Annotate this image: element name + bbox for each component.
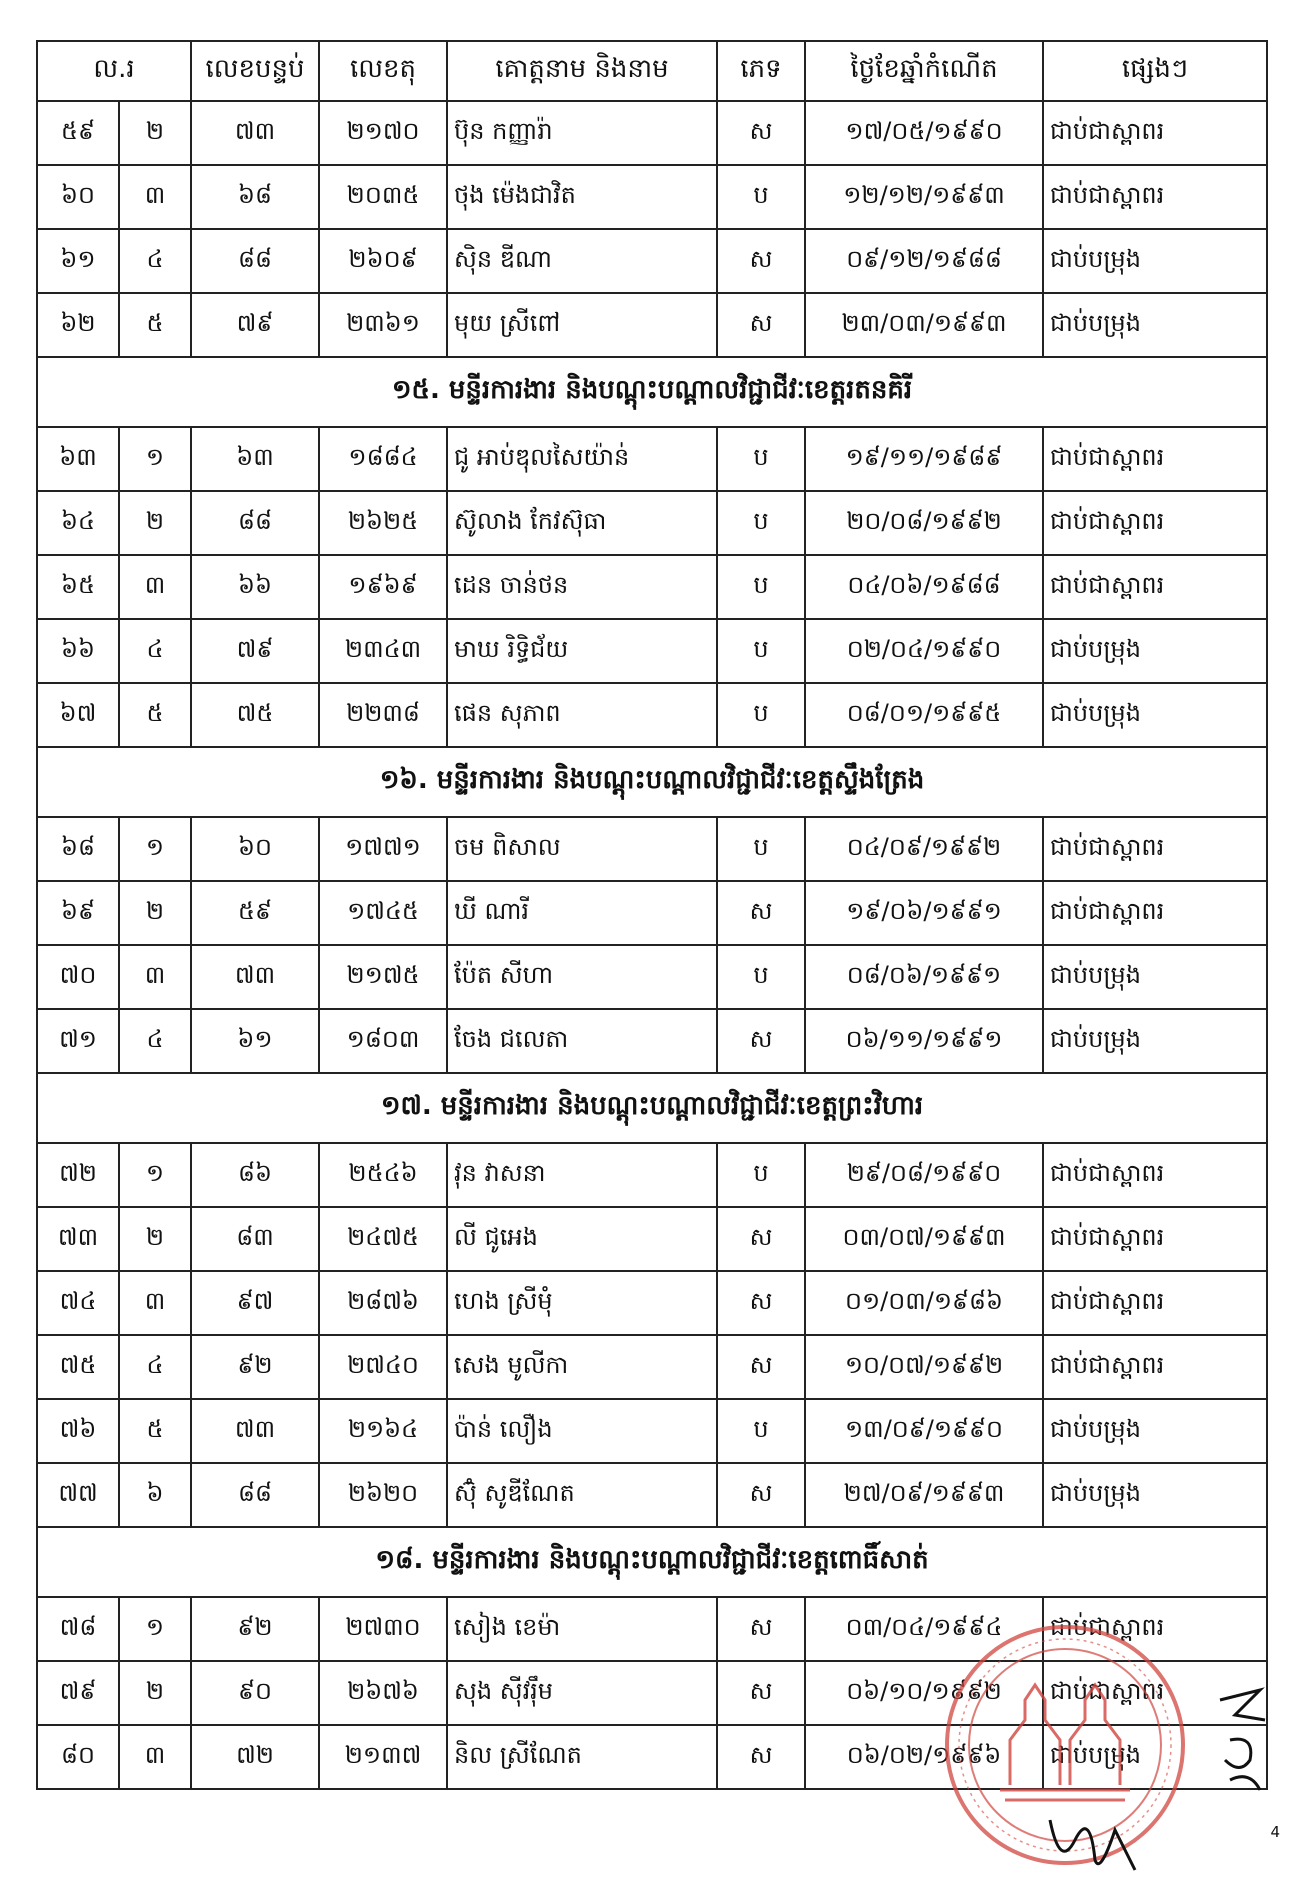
table-row	[37, 1399, 1267, 1463]
cell-name: ហេង ស្រីមុំ	[447, 1271, 717, 1335]
cell-no: ៦២	[37, 293, 119, 357]
cell-other: ជាប់បម្រុង	[1043, 619, 1267, 683]
cell-desk: ២៧៣០	[319, 1597, 447, 1661]
section-header-row	[37, 357, 1267, 427]
cell-name: សេង មូលីកា	[447, 1335, 717, 1399]
cell-dob: ១២/១២/១៩៩៣	[805, 165, 1043, 229]
cell-name: ប៉ែត សីហា	[447, 945, 717, 1009]
cell-other: ជាប់ជាស្ពាពរ	[1043, 165, 1267, 229]
cell-name: ផេន សុភាព	[447, 683, 717, 747]
cell-dob: ០៤/០៦/១៩៨៨	[805, 555, 1043, 619]
cell-sex: ប	[717, 817, 805, 881]
cell-dob: ០២/០៤/១៩៩០	[805, 619, 1043, 683]
header-no: ល.រ	[37, 41, 191, 101]
table-row	[37, 293, 1267, 357]
cell-desk: ២០៣៥	[319, 165, 447, 229]
cell-no: ៦៥	[37, 555, 119, 619]
cell-sub-no: ១	[119, 817, 191, 881]
table-row	[37, 1463, 1267, 1527]
cell-desk: ១៧៧១	[319, 817, 447, 881]
cell-name: ថុង ម៉េងជាវិត	[447, 165, 717, 229]
cell-no: ៦៨	[37, 817, 119, 881]
cell-sex: ប	[717, 945, 805, 1009]
cell-sex: ស	[717, 1725, 805, 1789]
cell-no: ៧៤	[37, 1271, 119, 1335]
cell-sub-no: ១	[119, 1143, 191, 1207]
cell-name: មុយ ស្រីពៅ	[447, 293, 717, 357]
cell-other: ជាប់ជាស្ពាពរ	[1043, 1207, 1267, 1271]
table-row	[37, 683, 1267, 747]
cell-dob: ២៩/០៨/១៩៩០	[805, 1143, 1043, 1207]
cell-dob: ០៣/០៤/១៩៩៤	[805, 1597, 1043, 1661]
cell-dob: ១៧/០៥/១៩៩០	[805, 101, 1043, 165]
cell-name: និល ស្រីណែត	[447, 1725, 717, 1789]
cell-sub-no: ៤	[119, 1009, 191, 1073]
cell-other: ជាប់ជាស្ពាពរ	[1043, 817, 1267, 881]
cell-no: ៦០	[37, 165, 119, 229]
cell-desk: ២៣៤៣	[319, 619, 447, 683]
cell-name: ឃី ណារី	[447, 881, 717, 945]
cell-dob: ១៩/១១/១៩៨៩	[805, 427, 1043, 491]
cell-desk: ២១៧០	[319, 101, 447, 165]
cell-sex: ស	[717, 229, 805, 293]
cell-no: ៧៩	[37, 1661, 119, 1725]
header-row	[37, 41, 1267, 101]
cell-dob: ២៧/០៩/១៩៩៣	[805, 1463, 1043, 1527]
cell-room: ៩២	[191, 1335, 319, 1399]
table-row	[37, 101, 1267, 165]
cell-name: ប៊ុន កញ្ញារ៉ា	[447, 101, 717, 165]
cell-desk: ១៨០៣	[319, 1009, 447, 1073]
cell-room: ៧៩	[191, 619, 319, 683]
cell-sex: ប	[717, 491, 805, 555]
cell-name: ចែង ជលេតា	[447, 1009, 717, 1073]
cell-desk: ២១៣៧	[319, 1725, 447, 1789]
cell-room: ៦៨	[191, 165, 319, 229]
cell-name: ជូ អាប់ឌុលសៃយ៉ាន់	[447, 427, 717, 491]
cell-room: ៩០	[191, 1661, 319, 1725]
cell-dob: ០៨/០១/១៩៩៥	[805, 683, 1043, 747]
cell-sex: ស	[717, 1271, 805, 1335]
table-row	[37, 1143, 1267, 1207]
cell-room: ៧៣	[191, 1399, 319, 1463]
cell-dob: ០៩/១២/១៩៨៨	[805, 229, 1043, 293]
cell-room: ៦៣	[191, 427, 319, 491]
cell-sub-no: ២	[119, 1207, 191, 1271]
cell-dob: ០៦/០២/១៩៩៦	[805, 1725, 1043, 1789]
cell-sub-no: ៥	[119, 1399, 191, 1463]
cell-room: ៨៦	[191, 1143, 319, 1207]
table-row	[37, 619, 1267, 683]
cell-no: ៧១	[37, 1009, 119, 1073]
cell-no: ៧៧	[37, 1463, 119, 1527]
cell-no: ៧០	[37, 945, 119, 1009]
cell-dob: ២៣/០៣/១៩៩៣	[805, 293, 1043, 357]
cell-sex: ប	[717, 683, 805, 747]
cell-other: ជាប់ជាស្ពាពរ	[1043, 555, 1267, 619]
cell-no: ៦៤	[37, 491, 119, 555]
cell-other: ជាប់ជាស្ពាពរ	[1043, 1271, 1267, 1335]
cell-room: ៥៩	[191, 881, 319, 945]
cell-room: ៧៣	[191, 101, 319, 165]
cell-no: ៦១	[37, 229, 119, 293]
section-title: ១៦. មន្ទីរការងារ និងបណ្តុះបណ្តាលវិជ្ជាជីវៈខេត្តស្ទឹងត្រែង	[37, 747, 1267, 817]
cell-name: ចម ពិសាល	[447, 817, 717, 881]
cell-other: ជាប់ជាស្ពាពរ	[1043, 1597, 1267, 1661]
cell-room: ៧៣	[191, 945, 319, 1009]
cell-sex: ប	[717, 165, 805, 229]
cell-room: ៩២	[191, 1597, 319, 1661]
header-name: គោត្តនាម និងនាម	[447, 41, 717, 101]
cell-other: ជាប់ជាស្ពាពរ	[1043, 1661, 1267, 1725]
cell-sub-no: ៦	[119, 1463, 191, 1527]
cell-sex: ប	[717, 1143, 805, 1207]
section-title: ១៥. មន្ទីរការងារ និងបណ្តុះបណ្តាលវិជ្ជាជីវៈខេត្តរតនគិរី	[37, 357, 1267, 427]
cell-desk: ២១៧៥	[319, 945, 447, 1009]
cell-other: ជាប់បម្រុង	[1043, 1463, 1267, 1527]
cell-room: ៩៧	[191, 1271, 319, 1335]
table-row	[37, 491, 1267, 555]
cell-sex: ស	[717, 1463, 805, 1527]
cell-sub-no: ៣	[119, 165, 191, 229]
cell-desk: ២៤៧៥	[319, 1207, 447, 1271]
cell-dob: ០១/០៣/១៩៨៦	[805, 1271, 1043, 1335]
table-row	[37, 1597, 1267, 1661]
cell-no: ៦៦	[37, 619, 119, 683]
cell-desk: ១៨៨៤	[319, 427, 447, 491]
table-row	[37, 1207, 1267, 1271]
cell-sex: ស	[717, 1207, 805, 1271]
cell-other: ជាប់បម្រុង	[1043, 229, 1267, 293]
cell-sex: ប	[717, 555, 805, 619]
cell-dob: ០៤/០៩/១៩៩២	[805, 817, 1043, 881]
table-row	[37, 945, 1267, 1009]
cell-desk: ២២៣៨	[319, 683, 447, 747]
cell-sub-no: ២	[119, 491, 191, 555]
cell-no: ៥៩	[37, 101, 119, 165]
cell-room: ៨៨	[191, 491, 319, 555]
cell-desk: ១៧៤៥	[319, 881, 447, 945]
cell-other: ជាប់បម្រុង	[1043, 1009, 1267, 1073]
cell-sub-no: ១	[119, 1597, 191, 1661]
header-dob: ថ្ងៃខែឆ្នាំកំណើត	[805, 41, 1043, 101]
cell-room: ៨៨	[191, 1463, 319, 1527]
cell-name: ដេន ចាន់ថន	[447, 555, 717, 619]
cell-dob: ១០/០៧/១៩៩២	[805, 1335, 1043, 1399]
cell-sub-no: ២	[119, 881, 191, 945]
page-number: 4	[1270, 1823, 1280, 1841]
signature-mark	[1040, 1800, 1150, 1880]
cell-sub-no: ៣	[119, 555, 191, 619]
cell-sub-no: ៣	[119, 1725, 191, 1789]
cell-sub-no: ៤	[119, 1335, 191, 1399]
cell-sex: ស	[717, 1335, 805, 1399]
cell-room: ៧៥	[191, 683, 319, 747]
table-row	[37, 817, 1267, 881]
cell-sex: ស	[717, 293, 805, 357]
cell-sub-no: ២	[119, 1661, 191, 1725]
section-header-row	[37, 1073, 1267, 1143]
cell-dob: ១៩/០៦/១៩៩១	[805, 881, 1043, 945]
cell-desk: ២៧៤០	[319, 1335, 447, 1399]
cell-dob: ០៣/០៧/១៩៩៣	[805, 1207, 1043, 1271]
cell-other: ជាប់ជាស្ពាពរ	[1043, 1143, 1267, 1207]
cell-desk: ២៦០៩	[319, 229, 447, 293]
cell-other: ជាប់បម្រុង	[1043, 1725, 1267, 1789]
cell-desk: ២៦៧៦	[319, 1661, 447, 1725]
cell-sub-no: ៣	[119, 945, 191, 1009]
section-header-row	[37, 1527, 1267, 1597]
cell-room: ៧៩	[191, 293, 319, 357]
cell-no: ៧៥	[37, 1335, 119, 1399]
cell-other: ជាប់ជាស្ពាពរ	[1043, 101, 1267, 165]
cell-desk: ២៥៤៦	[319, 1143, 447, 1207]
cell-sex: ស	[717, 1597, 805, 1661]
header-sex: ភេទ	[717, 41, 805, 101]
cell-sex: ប	[717, 619, 805, 683]
cell-name: វុន វាសនា	[447, 1143, 717, 1207]
header-room: លេខបន្ទប់	[191, 41, 319, 101]
cell-sub-no: ៣	[119, 1271, 191, 1335]
cell-other: ជាប់ជាស្ពាពរ	[1043, 881, 1267, 945]
cell-room: ៨៣	[191, 1207, 319, 1271]
table-row	[37, 1661, 1267, 1725]
cell-name: ស៊ិន ឌីណា	[447, 229, 717, 293]
results-table	[36, 40, 1268, 1790]
cell-no: ៨០	[37, 1725, 119, 1789]
cell-room: ៨៨	[191, 229, 319, 293]
cell-dob: ០៦/១១/១៩៩១	[805, 1009, 1043, 1073]
cell-name: សៀង ខេម៉ា	[447, 1597, 717, 1661]
table-row	[37, 165, 1267, 229]
cell-sex: ស	[717, 101, 805, 165]
table-row	[37, 1725, 1267, 1789]
cell-room: ៧២	[191, 1725, 319, 1789]
section-title: ១៧. មន្ទីរការងារ និងបណ្តុះបណ្តាលវិជ្ជាជីវៈខេត្តព្រះវិហារ	[37, 1073, 1267, 1143]
cell-room: ៦០	[191, 817, 319, 881]
cell-sex: ស	[717, 1009, 805, 1073]
cell-desk: ២១៦៤	[319, 1399, 447, 1463]
cell-dob: ០៨/០៦/១៩៩១	[805, 945, 1043, 1009]
cell-no: ៧៣	[37, 1207, 119, 1271]
cell-dob: ២០/០៨/១៩៩២	[805, 491, 1043, 555]
cell-sex: ប	[717, 1399, 805, 1463]
cell-sex: ស	[717, 881, 805, 945]
cell-sex: ប	[717, 427, 805, 491]
cell-desk: ២៣៦១	[319, 293, 447, 357]
table-row	[37, 881, 1267, 945]
cell-desk: ២៨៧៦	[319, 1271, 447, 1335]
cell-dob: ១៣/០៩/១៩៩០	[805, 1399, 1043, 1463]
cell-no: ៧២	[37, 1143, 119, 1207]
cell-sub-no: ២	[119, 101, 191, 165]
cell-no: ៧៦	[37, 1399, 119, 1463]
cell-other: ជាប់ជាស្ពាពរ	[1043, 427, 1267, 491]
cell-sub-no: ៤	[119, 229, 191, 293]
cell-name: មាឃ រិទ្ធិជ័យ	[447, 619, 717, 683]
cell-desk: ២៦២៥	[319, 491, 447, 555]
table-row	[37, 1271, 1267, 1335]
table-row	[37, 555, 1267, 619]
cell-name: សុង ស៊ីវរ៉ឹម	[447, 1661, 717, 1725]
cell-room: ៦១	[191, 1009, 319, 1073]
cell-name: ប៉ាន់ លឿង	[447, 1399, 717, 1463]
cell-other: ជាប់បម្រុង	[1043, 945, 1267, 1009]
table-row	[37, 1009, 1267, 1073]
header-desk: លេខតុ	[319, 41, 447, 101]
cell-desk: ១៩៦៩	[319, 555, 447, 619]
cell-no: ៦៧	[37, 683, 119, 747]
section-title: ១៨. មន្ទីរការងារ និងបណ្តុះបណ្តាលវិជ្ជាជីវៈខេត្តពោធិ៍សាត់	[37, 1527, 1267, 1597]
cell-other: ជាប់បម្រុង	[1043, 1399, 1267, 1463]
header-other: ផ្សេងៗ	[1043, 41, 1267, 101]
cell-name: ស៊ូលាង កែវស៊ុធា	[447, 491, 717, 555]
cell-no: ៦៩	[37, 881, 119, 945]
table-row	[37, 1335, 1267, 1399]
cell-name: លី ជូអេង	[447, 1207, 717, 1271]
cell-sub-no: ៥	[119, 683, 191, 747]
cell-sub-no: ៥	[119, 293, 191, 357]
cell-name: ស៊ុំ សូឌីណែត	[447, 1463, 717, 1527]
cell-other: ជាប់បម្រុង	[1043, 683, 1267, 747]
table-row	[37, 427, 1267, 491]
cell-dob: ០៦/១០/១៩៩២	[805, 1661, 1043, 1725]
cell-room: ៦៦	[191, 555, 319, 619]
cell-sex: ស	[717, 1661, 805, 1725]
cell-no: ៧៨	[37, 1597, 119, 1661]
table-body	[37, 101, 1267, 1789]
cell-other: ជាប់បម្រុង	[1043, 293, 1267, 357]
cell-sub-no: ៤	[119, 619, 191, 683]
table-row	[37, 229, 1267, 293]
cell-no: ៦៣	[37, 427, 119, 491]
cell-sub-no: ១	[119, 427, 191, 491]
section-header-row	[37, 747, 1267, 817]
cell-other: ជាប់ជាស្ពាពរ	[1043, 1335, 1267, 1399]
cell-other: ជាប់ជាស្ពាពរ	[1043, 491, 1267, 555]
cell-desk: ២៦២០	[319, 1463, 447, 1527]
